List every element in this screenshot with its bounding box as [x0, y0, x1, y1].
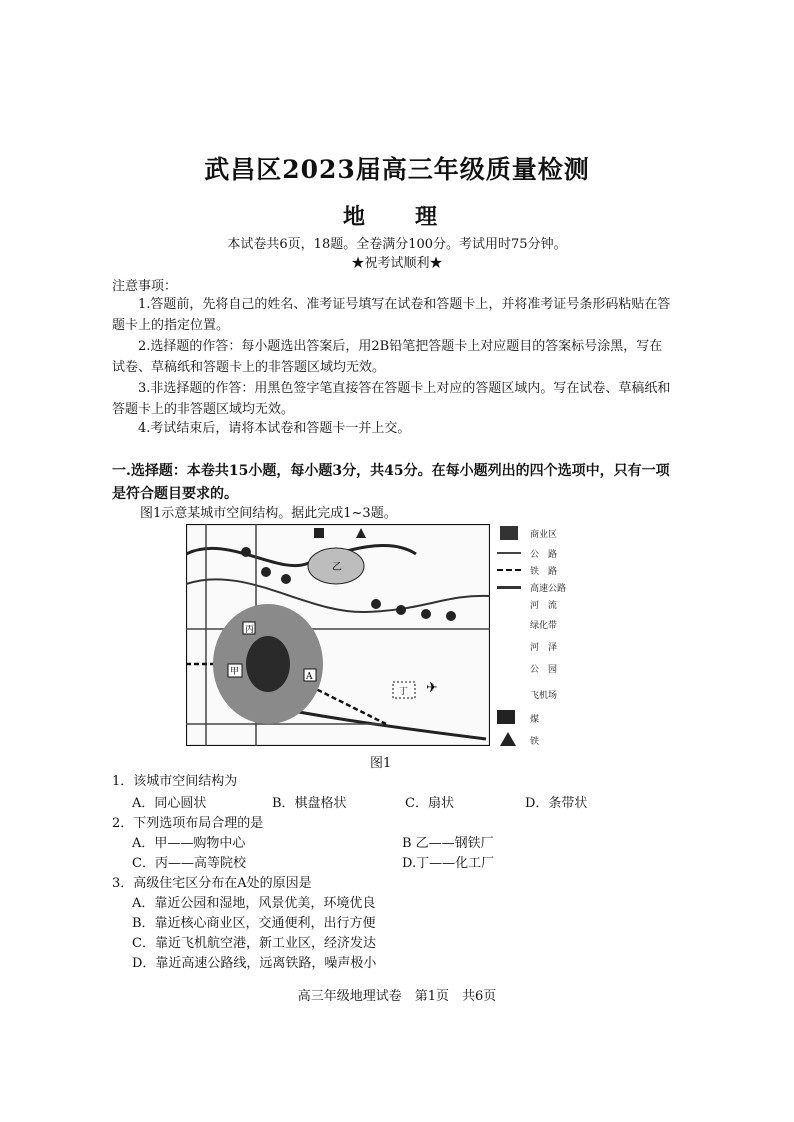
- exam-title: 武昌区2023届高三年级质量检测: [204, 155, 590, 184]
- city-map-figure: [186, 524, 490, 746]
- question-option: C．靠近飞机航空港，新工业区，经济发达: [132, 936, 376, 951]
- legend-swatch-coal: [497, 710, 515, 724]
- map-label-a: A: [306, 672, 313, 682]
- legend-swatch-commercial: [500, 526, 518, 540]
- coal-mine-icon: [314, 528, 324, 538]
- question-option: A．甲——购物中心: [132, 836, 246, 851]
- legend-label: 高速公路: [530, 584, 567, 594]
- legend-label: 公 路: [530, 550, 558, 560]
- question-option: C．丙——高等院校: [132, 856, 246, 871]
- legend-label: 河 流: [530, 601, 558, 611]
- legend-label: 铁: [530, 737, 540, 747]
- legend-swatch-expressway: [497, 586, 521, 589]
- legend-label: 商业区: [530, 530, 558, 540]
- map-label-yi: 乙: [332, 562, 342, 573]
- section-heading: 一.选择题：本卷共15小题，每小题3分，共45分。在每小题列出的四个选项中，只有一项是符合题目要求的。: [112, 463, 670, 502]
- question-stem: 1．该城市空间结构为: [112, 774, 238, 789]
- legend-label: 河 泽: [530, 643, 558, 653]
- exam-info: 本试卷共6页，18题。全卷满分100分。考试用时75分钟。: [227, 237, 567, 252]
- question-option: B．棋盘格状: [272, 796, 347, 811]
- question-option: D.丁——化工厂: [402, 856, 495, 871]
- legend-swatch-road: [497, 552, 521, 554]
- legend-swatch-railway: [497, 569, 521, 574]
- legend-label: 绿化带: [530, 621, 558, 631]
- legend-label: 飞机场: [530, 691, 558, 701]
- legend-label: 公 园: [530, 665, 558, 675]
- subject-title: 地 理: [342, 204, 451, 230]
- question-option: D．靠近高速公路线，远离铁路，噪声极小: [132, 956, 377, 971]
- question-stem: 2．下列选项布局合理的是: [112, 816, 264, 831]
- note-item: 3.非选择题的作答：用黑色签字笔直接答在答题卡上对应的答题区域内。写在试卷、草稿纸和答题卡上的非答题区域均无效。: [112, 381, 671, 417]
- question-option: C．扇状: [405, 796, 454, 811]
- figure-caption: 图1: [370, 756, 392, 771]
- question-stem: 3．高级住宅区分布在A处的原因是: [112, 876, 312, 891]
- question-option: A．同心圆状: [132, 796, 207, 811]
- note-item: 2.选择题的作答：每小题选出答案后，用2B铅笔把答题卡上对应题目的答案标号涂黑，写在试卷、草稿纸和答题卡上的非答题区域均无效。: [112, 339, 663, 375]
- notes-heading: 注意事项：: [112, 279, 178, 294]
- legend-swatch-iron: [500, 732, 516, 746]
- note-item: 1.答题前，先将自己的姓名、准考证号填写在试卷和答题卡上，并将准考证号条形码粘贴在答题卡上的指定位置。: [112, 297, 671, 333]
- legend-label: 铁 路: [530, 567, 558, 577]
- legend-label: 煤: [530, 715, 540, 725]
- airport-icon: ✈: [426, 680, 438, 696]
- question-option: A．靠近公园和湿地，风景优美，环境优良: [132, 896, 376, 911]
- section-intro: 图1示意某城市空间结构。据此完成1~3题。: [140, 506, 397, 521]
- exam-wish: ★祝考试顺利★: [351, 256, 443, 271]
- page-footer: 高三年级地理试卷 第1页 共6页: [297, 989, 497, 1004]
- map-label-jia: 甲: [230, 667, 240, 677]
- commercial-core: [246, 636, 290, 692]
- question-option: B．靠近核心商业区，交通便利，出行方便: [132, 916, 376, 931]
- question-option: B 乙——钢铁厂: [402, 836, 494, 851]
- map-label-bing: 丙: [245, 625, 255, 635]
- map-label-ding: 丁: [399, 687, 409, 697]
- question-option: D．条带状: [525, 796, 588, 811]
- note-item: 4.考试结束后，请将本试卷和答题卡一并上交。: [138, 421, 411, 436]
